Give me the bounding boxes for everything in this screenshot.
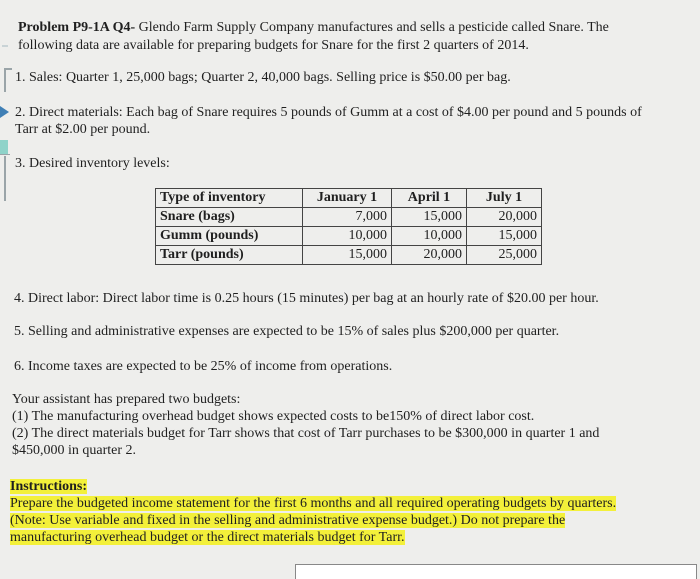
item-sales: 1. Sales: Quarter 1, 25,000 bags; Quarter 2, 40,000 bags. Selling price is $50.00 per bag.: [15, 70, 511, 85]
assistant-intro: Your assistant has prepared two budgets:: [12, 392, 241, 407]
inventory-table: [155, 188, 542, 265]
problem-id: Problem P9-1A Q4-: [18, 20, 136, 35]
col-header-type: Type of inventory: [156, 189, 303, 208]
intro-text-2: following data are available for preparing budgets for Snare for the first 2 quarters of 2014.: [18, 38, 529, 53]
row-label: Snare (bags): [156, 208, 303, 227]
table-row: [156, 208, 542, 227]
gutter-dash: [2, 45, 8, 47]
gutter-bracket-line-2: [4, 156, 6, 201]
item-selling-admin: 5. Selling and administrative expenses are expected to be 15% of sales plus $200,000 per quarter.: [14, 324, 560, 339]
assistant-budget-2: (2) The direct materials budget for Tarr shows that cost of Tarr purchases to be $300,000 in quarter 1 and: [12, 426, 600, 441]
item-direct-labor: 4. Direct labor: Direct labor time is 0.25 hours (15 minutes) per bag at an hourly rate of $20.00 per hour.: [14, 291, 599, 306]
gutter-bracket-line: [4, 68, 6, 92]
row-label: Tarr (pounds): [156, 246, 303, 265]
item-income-taxes: 6. Income taxes are expected to be 25% of income from operations.: [14, 359, 393, 374]
gutter-divider: [0, 154, 10, 155]
answer-input-box[interactable]: [295, 564, 697, 579]
table-cell: 15,000: [303, 246, 392, 265]
instructions-line-3: manufacturing overhead budget or the direct materials budget for Tarr.: [10, 530, 405, 545]
intro-text-1: Glendo Farm Supply Company manufactures and sells a pesticide called Snare. The: [135, 20, 609, 35]
row-label: Gumm (pounds): [156, 227, 303, 246]
bookmark-marker[interactable]: [0, 140, 8, 154]
table-cell: 7,000: [303, 208, 392, 227]
table-cell: 15,000: [467, 227, 542, 246]
problem-heading: [18, 19, 609, 36]
table-cell: 15,000: [392, 208, 467, 227]
item-inventory-levels: 3. Desired inventory levels:: [15, 156, 170, 171]
instructions-title: Instructions:: [10, 479, 88, 494]
play-arrow-icon[interactable]: [0, 106, 9, 118]
assistant-budget-1: (1) The manufacturing overhead budget shows expected costs to be150% of direct labor cost.: [12, 409, 535, 424]
col-header-jan: January 1: [303, 189, 392, 208]
instructions-block: [10, 478, 692, 546]
gutter-bracket-tick: [4, 68, 12, 70]
instructions-line-2: (Note: Use variable and fixed in the selling and administrative expense budget.) Do not prepare the: [10, 513, 566, 528]
col-header-apr: April 1: [392, 189, 467, 208]
table-cell: 25,000: [467, 246, 542, 265]
instructions-line-1: Prepare the budgeted income statement for the first 6 months and all required operating budgets by quarters.: [10, 496, 617, 511]
item-direct-materials-2: Tarr at $2.00 per pound.: [15, 122, 151, 137]
item-direct-materials-1: 2. Direct materials: Each bag of Snare requires 5 pounds of Gumm at a cost of $4.00 per pound and 5 pounds of: [15, 105, 642, 120]
table-row: [156, 227, 542, 246]
table-row: [156, 246, 542, 265]
assistant-budget-2-cont: $450,000 in quarter 2.: [12, 443, 137, 458]
table-header-row: [156, 189, 542, 208]
table-cell: 10,000: [303, 227, 392, 246]
col-header-jul: July 1: [467, 189, 542, 208]
table-cell: 10,000: [392, 227, 467, 246]
table-cell: 20,000: [467, 208, 542, 227]
table-cell: 20,000: [392, 246, 467, 265]
